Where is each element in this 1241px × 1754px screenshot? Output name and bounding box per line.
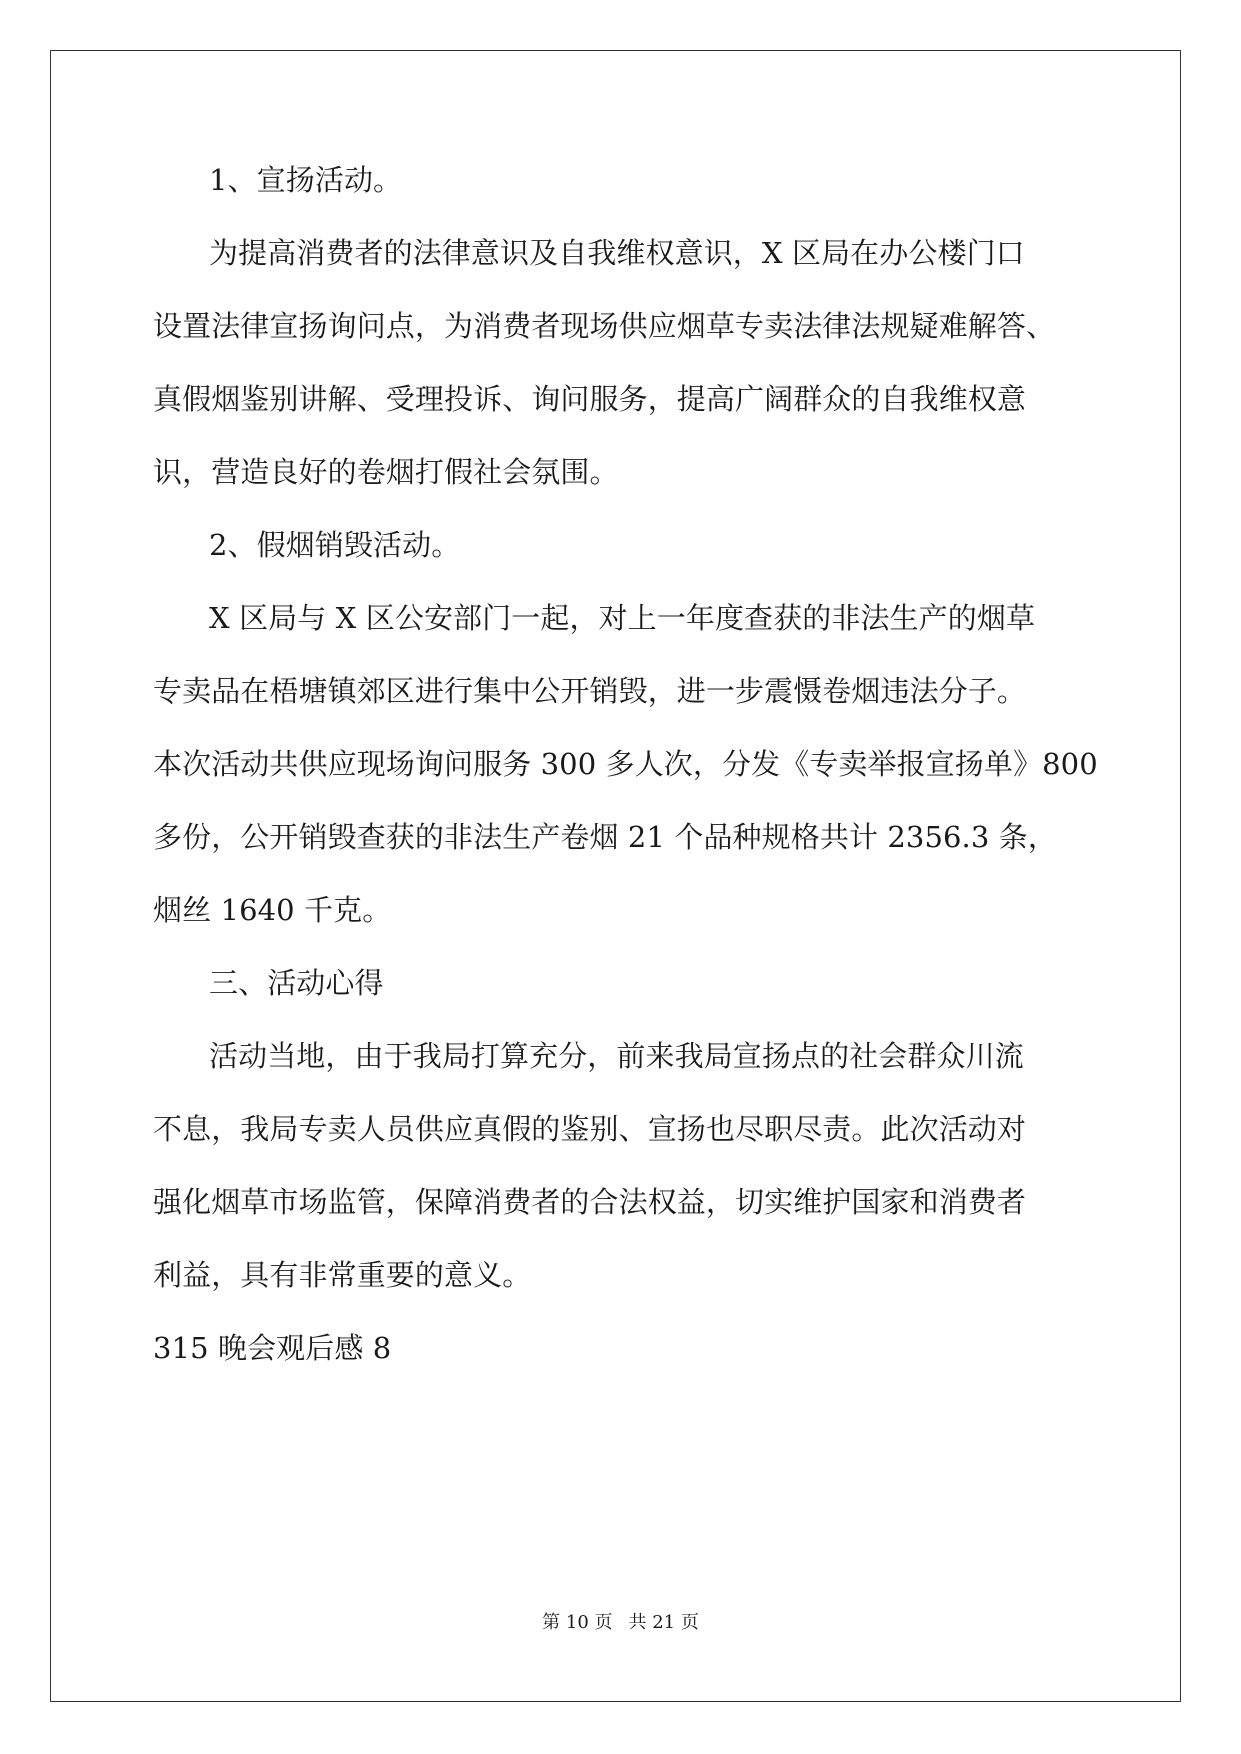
heading-2: 2、假烟销毁活动。 [209, 528, 461, 562]
page-number: 第 10 页 [542, 1612, 613, 1633]
paragraph-line: 利益，具有非常重要的意义。 [153, 1258, 532, 1292]
paragraph-line: 真假烟鉴别讲解、受理投诉、询问服务，提高广阔群众的自我维权意 [153, 382, 1027, 416]
page-footer [0, 1611, 1241, 1635]
paragraph-line: 为提高消费者的法律意识及自我维权意识，X 区局在办公楼门口 [209, 236, 1025, 270]
section-title: 315 晚会观后感 8 [153, 1331, 392, 1365]
paragraph-line: 多份，公开销毁查获的非法生产卷烟 21 个品种规格共计 2356.3 条， [153, 820, 1057, 854]
paragraph-line: 强化烟草市场监管，保障消费者的合法权益，切实维护国家和消费者 [153, 1185, 1027, 1219]
paragraph-line: 专卖品在梧塘镇郊区进行集中公开销毁，进一步震慑卷烟违法分子。 [153, 674, 1027, 708]
paragraph-line: 识，营造良好的卷烟打假社会氛围。 [153, 455, 619, 489]
paragraph-line: 不息，我局专卖人员供应真假的鉴别、宣扬也尽职尽责。此次活动对 [153, 1112, 1027, 1146]
paragraph-line: 活动当地，由于我局打算充分，前来我局宣扬点的社会群众川流 [209, 1039, 1024, 1073]
paragraph-line: 设置法律宣扬询问点，为消费者现场供应烟草专卖法律法规疑难解答、 [153, 309, 1056, 343]
page-total: 共 21 页 [628, 1612, 699, 1633]
heading-3: 三、活动心得 [209, 966, 384, 1000]
paragraph-line: X 区局与 X 区公安部门一起，对上一年度查获的非法生产的烟草 [209, 601, 1036, 635]
page-border [50, 50, 1181, 1702]
heading-1: 1、宣扬活动。 [209, 163, 403, 197]
paragraph-line: 本次活动共供应现场询问服务 300 多人次，分发《专卖举报宣扬单》800 [153, 747, 1098, 781]
paragraph-line: 烟丝 1640 千克。 [153, 893, 392, 927]
